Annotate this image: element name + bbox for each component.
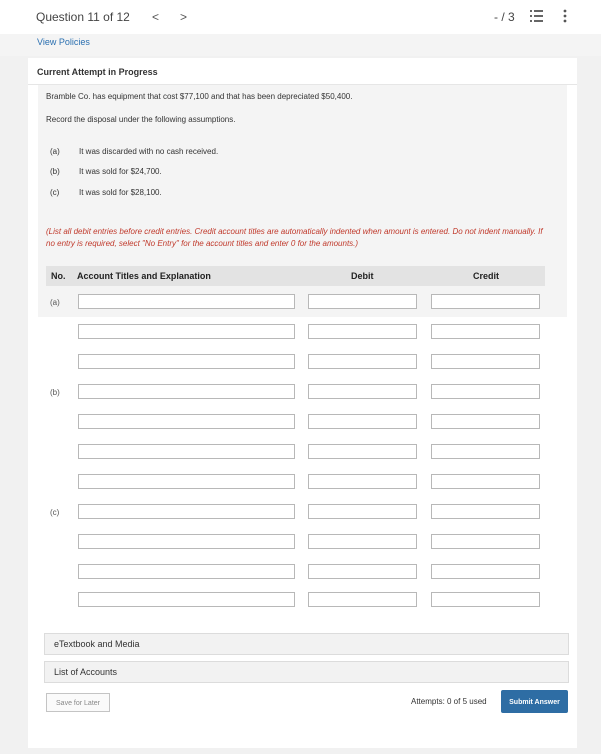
- account-title-input[interactable]: [78, 414, 295, 429]
- assumption-text: It was sold for $28,100.: [79, 188, 162, 197]
- accounts-label: List of Accounts: [54, 667, 118, 677]
- more-vertical-icon[interactable]: [562, 9, 568, 23]
- account-title-input[interactable]: [78, 534, 295, 549]
- question-card: [28, 58, 577, 748]
- attempts-counter: Attempts: 0 of 5 used: [411, 697, 487, 706]
- view-policies-link[interactable]: View Policies: [37, 37, 90, 47]
- credit-input[interactable]: [431, 474, 540, 489]
- assumption-letter: (b): [50, 167, 60, 176]
- debit-input[interactable]: [308, 444, 417, 459]
- account-title-input[interactable]: [78, 444, 295, 459]
- credit-input[interactable]: [431, 444, 540, 459]
- account-title-input[interactable]: [78, 504, 295, 519]
- credit-input[interactable]: [431, 534, 540, 549]
- instructions-line: (List all debit entries before credit entries. Credit account titles are automatically indented when amount is entered. Do not indent manually. If: [46, 227, 543, 236]
- assumption-letter: (c): [50, 188, 60, 197]
- credit-input[interactable]: [431, 504, 540, 519]
- etextbook-media-toggle[interactable]: [44, 633, 569, 655]
- column-account: Account Titles and Explanation: [77, 271, 211, 281]
- entry-instructions: [46, 226, 566, 250]
- debit-input[interactable]: [308, 414, 417, 429]
- question-counter: Question 11 of 12: [36, 10, 130, 24]
- entry-letter: (b): [50, 388, 60, 397]
- assumption-letter: (a): [50, 147, 60, 156]
- debit-input[interactable]: [308, 354, 417, 369]
- debit-input[interactable]: [308, 534, 417, 549]
- debit-input[interactable]: [308, 324, 417, 339]
- list-icon[interactable]: [530, 9, 543, 23]
- list-of-accounts-toggle[interactable]: [44, 661, 569, 683]
- account-title-input[interactable]: [78, 592, 295, 607]
- submit-answer-button[interactable]: Submit Answer: [501, 690, 568, 713]
- credit-input[interactable]: [431, 294, 540, 309]
- credit-input[interactable]: [431, 414, 540, 429]
- debit-input[interactable]: [308, 564, 417, 579]
- credit-input[interactable]: [431, 324, 540, 339]
- previous-question-button[interactable]: <: [152, 10, 160, 24]
- top-bar: [0, 0, 601, 34]
- debit-input[interactable]: [308, 294, 417, 309]
- problem-task: Record the disposal under the following assumptions.: [46, 115, 236, 124]
- entry-letter: (a): [50, 298, 60, 307]
- account-title-input[interactable]: [78, 294, 295, 309]
- journal-table-header: [46, 266, 545, 286]
- save-for-later-button[interactable]: Save for Later: [46, 693, 110, 712]
- credit-input[interactable]: [431, 354, 540, 369]
- etextbook-label: eTextbook and Media: [54, 639, 140, 649]
- column-credit: Credit: [473, 271, 500, 281]
- credit-input[interactable]: [431, 384, 540, 399]
- account-title-input[interactable]: [78, 354, 295, 369]
- question-score: - / 3: [494, 10, 515, 24]
- account-title-input[interactable]: [78, 474, 295, 489]
- debit-input[interactable]: [308, 474, 417, 489]
- policies-bar: [0, 34, 601, 56]
- account-title-input[interactable]: [78, 564, 295, 579]
- entry-letter: (c): [50, 508, 60, 517]
- debit-input[interactable]: [308, 384, 417, 399]
- assumption-text: It was sold for $24,700.: [79, 167, 162, 176]
- problem-intro: Bramble Co. has equipment that cost $77,100 and that has been depreciated $50,400.: [46, 92, 353, 101]
- credit-input[interactable]: [431, 592, 540, 607]
- attempt-status: Current Attempt in Progress: [37, 67, 158, 77]
- debit-input[interactable]: [308, 592, 417, 607]
- debit-input[interactable]: [308, 504, 417, 519]
- next-question-button[interactable]: >: [180, 10, 188, 24]
- account-title-input[interactable]: [78, 324, 295, 339]
- assumption-text: It was discarded with no cash received.: [79, 147, 219, 156]
- account-title-input[interactable]: [78, 384, 295, 399]
- column-debit: Debit: [351, 271, 374, 281]
- credit-input[interactable]: [431, 564, 540, 579]
- column-no: No.: [51, 271, 66, 281]
- instructions-line: no entry is required, select "No Entry" for the account titles and enter 0 for the amounts.): [46, 239, 359, 248]
